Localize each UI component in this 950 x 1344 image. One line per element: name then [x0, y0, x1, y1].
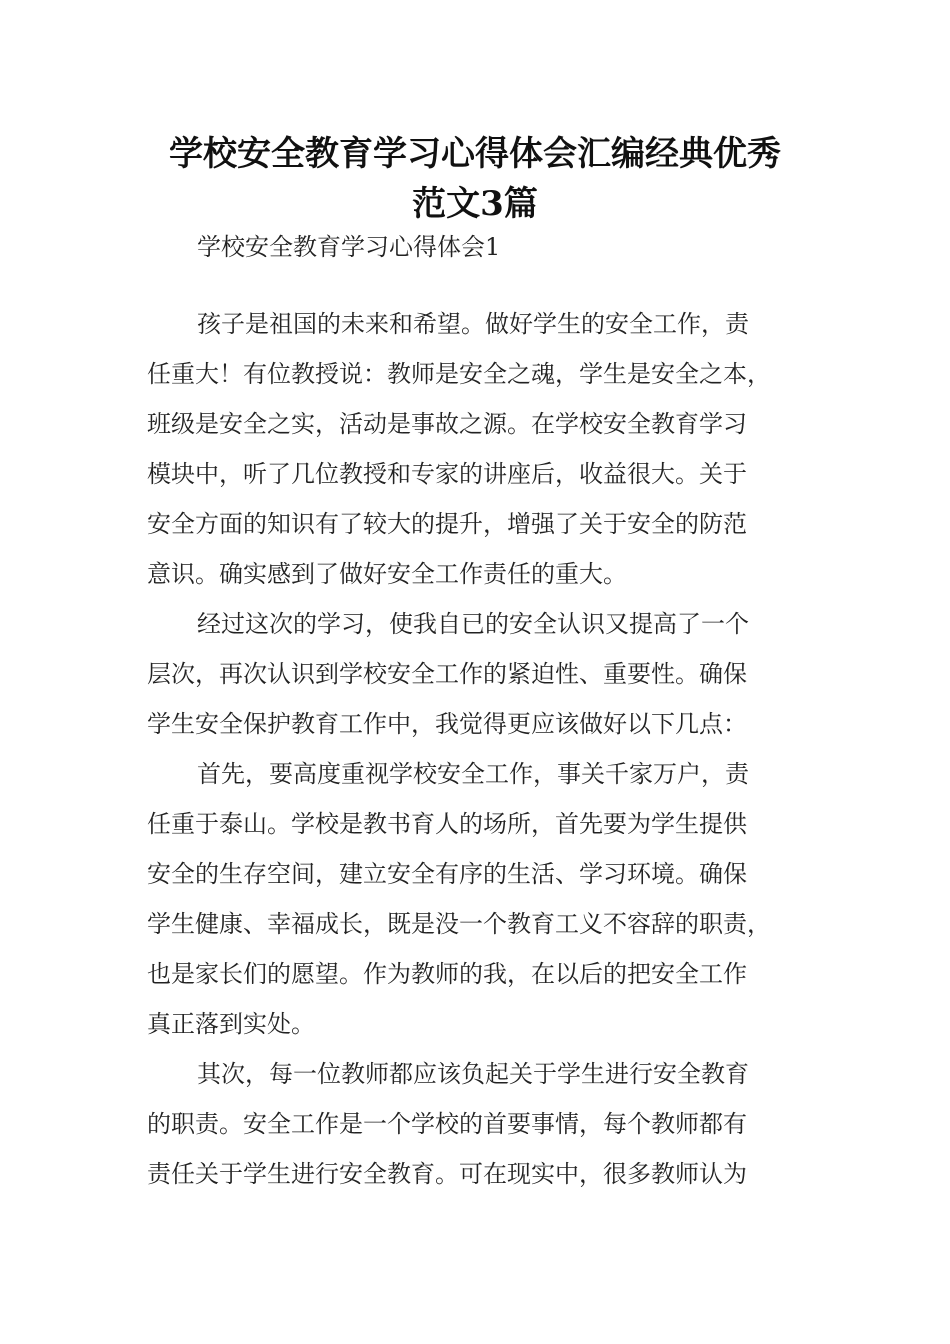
paragraph-1-line-2: 任重大！有位教授说：教师是安全之魂，学生是安全之本， — [147, 360, 771, 388]
paragraph-3-line-1: 首先，要高度重视学校安全工作，事关千家万户，责 — [197, 760, 749, 788]
paragraph-3-line-6: 真正落到实处。 — [147, 1010, 315, 1038]
paragraph-3-line-2: 任重于泰山。学校是教书育人的场所，首先要为学生提供 — [147, 810, 747, 838]
paragraph-4-line-1: 其次，每一位教师都应该负起关于学生进行安全教育 — [197, 1060, 749, 1088]
paragraph-2-line-2: 层次，再次认识到学校安全工作的紧迫性、重要性。确保 — [147, 660, 747, 688]
paragraph-2-line-3: 学生安全保护教育工作中，我觉得更应该做好以下几点： — [147, 710, 747, 738]
paragraph-1-line-1: 孩子是祖国的未来和希望。做好学生的安全工作，责 — [197, 310, 749, 338]
paragraph-1-line-3: 班级是安全之实，活动是事故之源。在学校安全教育学习 — [147, 410, 747, 438]
section-heading: 学校安全教育学习心得体会1 — [197, 233, 501, 261]
paragraph-1-line-4: 模块中，听了几位教授和专家的讲座后，收益很大。关于 — [147, 460, 747, 488]
paragraph-4-line-3: 责任关于学生进行安全教育。可在现实中，很多教师认为 — [147, 1160, 747, 1188]
paragraph-4-line-2: 的职责。安全工作是一个学校的首要事情，每个教师都有 — [147, 1110, 747, 1138]
paragraph-3-line-3: 安全的生存空间，建立安全有序的生活、学习环境。确保 — [147, 860, 747, 888]
document-title-line-1: 学校安全教育学习心得体会汇编经典优秀 — [169, 134, 781, 174]
paragraph-1-line-5: 安全方面的知识有了较大的提升，增强了关于安全的防范 — [147, 510, 747, 538]
paragraph-1-line-6: 意识。确实感到了做好安全工作责任的重大。 — [147, 560, 627, 588]
document-title-line-2: 范文3篇 — [412, 184, 538, 224]
paragraph-3-line-5: 也是家长们的愿望。作为教师的我，在以后的把安全工作 — [147, 960, 747, 988]
paragraph-2-line-1: 经过这次的学习，使我自已的安全认识又提高了一个 — [197, 610, 749, 638]
paragraph-3-line-4: 学生健康、幸福成长，既是没一个教育工义不容辞的职责， — [147, 910, 771, 938]
